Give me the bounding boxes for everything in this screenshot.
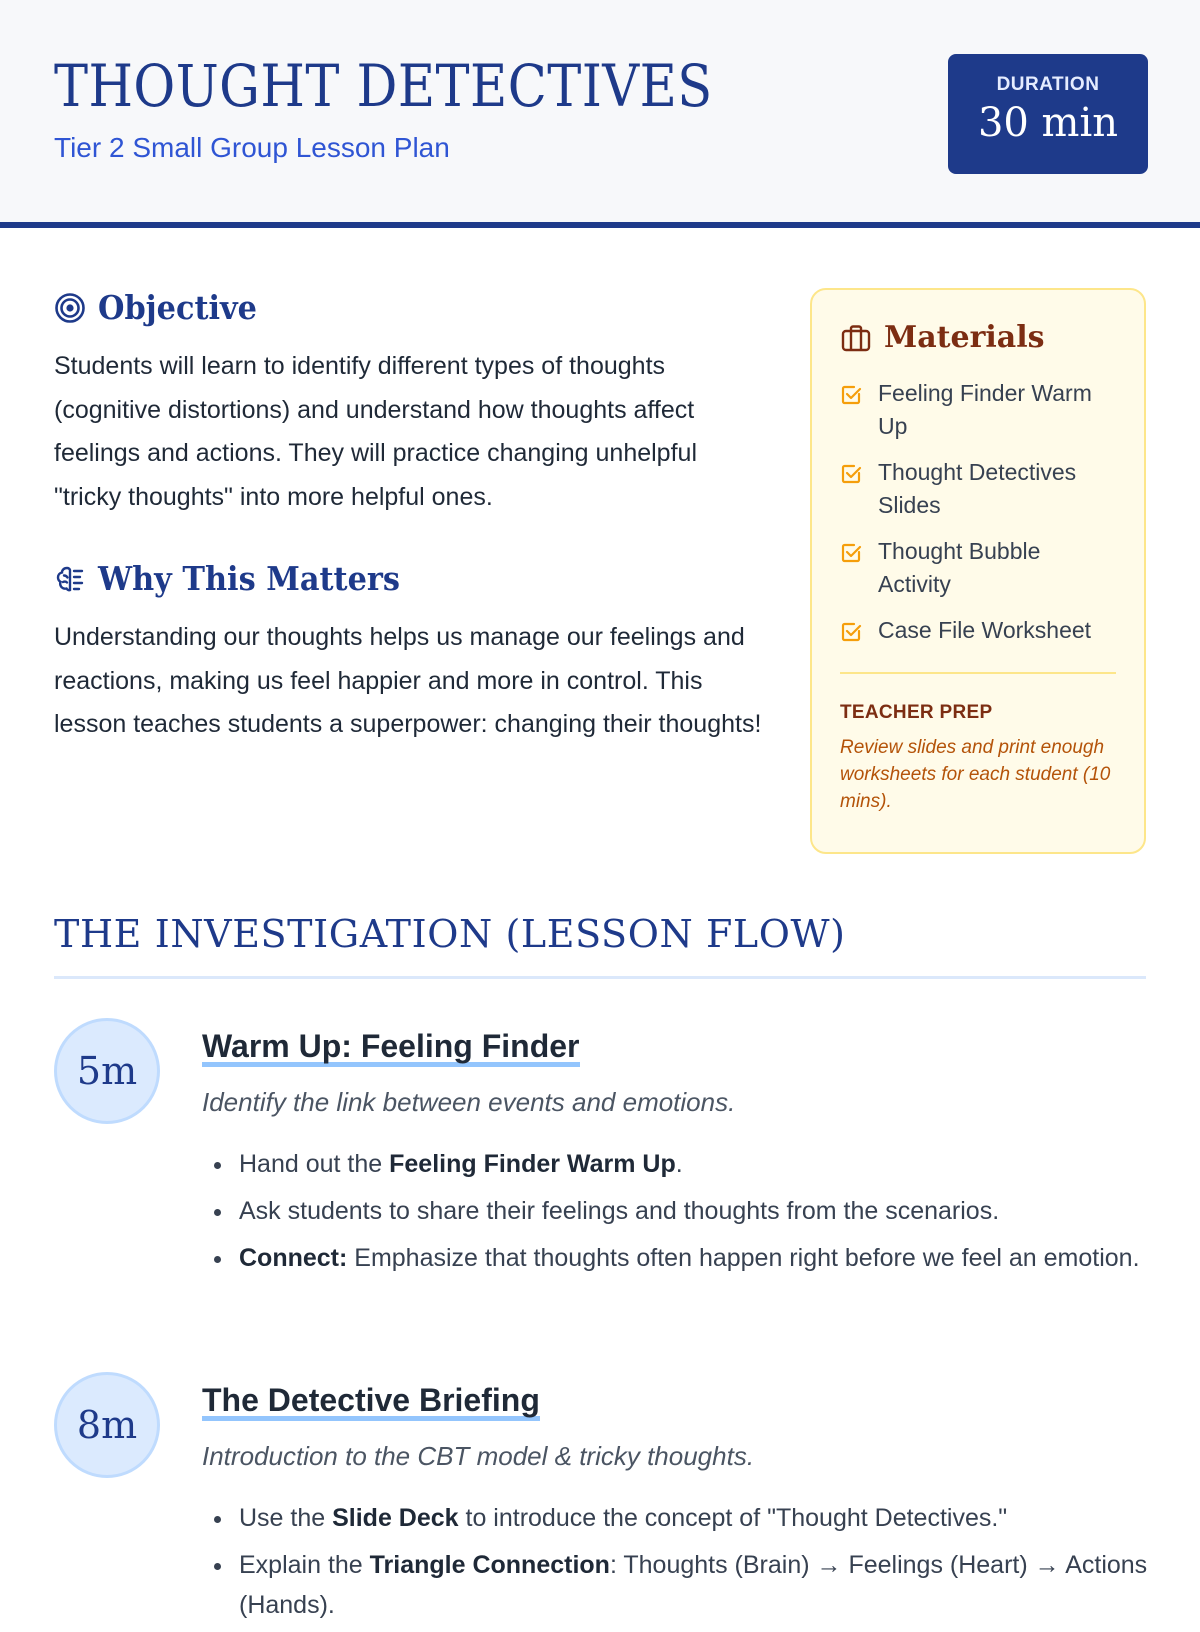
teacher-prep-label: TEACHER PREP [840,702,993,723]
bullet-text: Emphasize that thoughts often happen right before we feel an emotion. [347,1244,1140,1272]
duration-value: 30 min [977,100,1119,146]
materials-item [840,535,1116,601]
checkbox-icon [840,461,864,494]
checkbox-icon [840,540,864,573]
materials-item-label: Case File Worksheet [878,617,1092,643]
why-heading-label: Why This Matters [98,559,400,598]
step-bullets [202,1498,1152,1625]
materials-item-label: Thought Bubble Activity [878,538,1041,597]
materials-item [840,614,1116,652]
lesson-flow-title: THE INVESTIGATION (LESSON FLOW) [54,912,846,956]
page-title: THOUGHT DETECTIVES [54,52,713,120]
bullet-bold: Triangle Connection [369,1551,610,1579]
materials-item [840,456,1116,522]
step-bullet [235,1545,1152,1625]
intro-section [54,288,764,747]
materials-item [840,377,1116,443]
bullet-text: Use the [239,1504,333,1532]
briefcase-icon [840,322,872,354]
why-heading [54,559,764,598]
materials-item-label: Feeling Finder Warm Up [878,380,1092,439]
step-bullet [235,1191,1152,1231]
page-subtitle: Tier 2 Small Group Lesson Plan [54,132,450,163]
materials-card [810,288,1146,854]
target-icon [54,292,86,324]
step-bullets [202,1144,1152,1278]
checkbox-icon [840,619,864,652]
bullet-text: Hand out the [239,1150,390,1178]
bullet-text: Ask students to share their feelings and thoughts from the scenarios. [239,1197,1000,1225]
bullet-bold: Feeling Finder Warm Up [389,1150,676,1178]
bullet-text: to introduce the concept of "Thought Detectives." [458,1504,1008,1532]
lesson-flow-divider [54,976,1146,979]
time-badge: 5m [54,1018,160,1124]
materials-heading-label: Materials [884,320,1045,355]
bullet-text: : Thoughts (Brain) → Feelings (Heart) → Actions (Hands). [239,1551,1148,1619]
bullet-text: Explain the [239,1551,370,1579]
step-subtitle: Identify the link between events and emotions. [202,1087,736,1117]
step-bullet [235,1238,1152,1278]
page-header [0,0,1200,228]
objective-text: Students will learn to identify different types of thoughts (cognitive distortions) and understand how thoughts affect feelings and actions. They will practice changing unhelpful "tricky thoughts" into more helpful ones. [54,352,697,511]
objective-heading [54,288,764,327]
step-title: Warm Up: Feeling Finder [202,1028,580,1067]
step-subtitle: Introduction to the CBT model & tricky thoughts. [202,1441,755,1471]
bullet-bold: Slide Deck [332,1504,459,1532]
why-text: Understanding our thoughts helps us manage our feelings and reactions, making us feel happier and more in control. This lesson teaches students a superpower: changing their thoughts! [54,623,762,738]
checkbox-icon [840,382,864,415]
objective-heading-label: Objective [98,288,257,327]
time-badge: 8m [54,1372,160,1478]
brain-icon [54,563,86,595]
step-body [202,1018,1152,1285]
bullet-bold: Connect: [239,1244,348,1272]
step-body [202,1372,1152,1632]
teacher-prep-text: Review slides and print enough worksheets for each student (10 mins). [840,737,1111,812]
materials-item-label: Thought Detectives Slides [878,459,1077,518]
duration-label: DURATION [996,74,1100,95]
step-title: The Detective Briefing [202,1382,540,1421]
materials-divider [840,672,1116,674]
duration-badge [948,54,1148,174]
materials-list [840,377,1116,652]
step-bullet [235,1144,1152,1184]
bullet-text: . [675,1150,683,1178]
step-bullet [235,1498,1152,1538]
materials-heading [840,320,1116,355]
